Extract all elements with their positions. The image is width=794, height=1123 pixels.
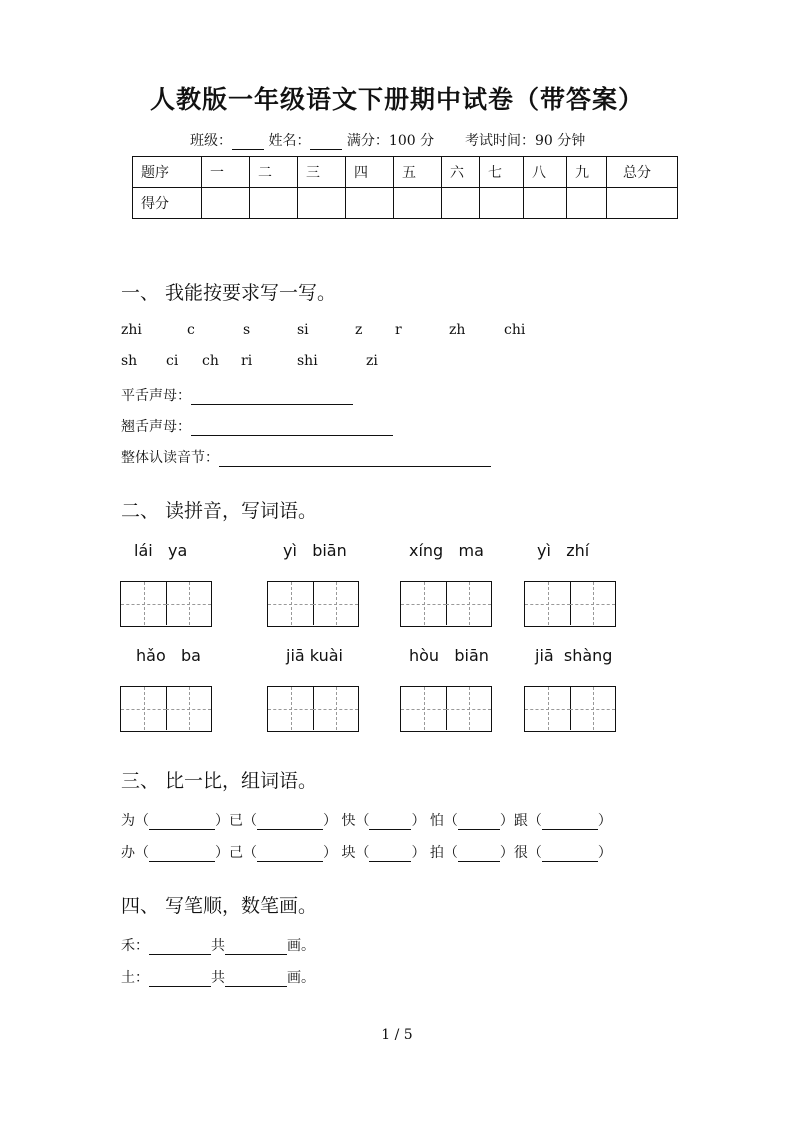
pinyin-item: s bbox=[243, 322, 251, 338]
score-input-cell[interactable] bbox=[480, 188, 524, 219]
score-input-cell[interactable] bbox=[298, 188, 346, 219]
gong-label: 共 bbox=[211, 938, 225, 954]
writing-grid[interactable] bbox=[267, 686, 359, 732]
pinyin-word bbox=[409, 646, 489, 665]
stroke-question bbox=[121, 935, 315, 955]
pinyin-item: sh bbox=[121, 353, 138, 369]
answer-blank[interactable] bbox=[458, 847, 500, 862]
compare-char: 块 bbox=[341, 845, 356, 861]
pinyin-word bbox=[136, 646, 201, 665]
exam-time: 考试时间：90 分钟 bbox=[464, 133, 586, 149]
writing-grid[interactable] bbox=[267, 581, 359, 627]
answer-blank[interactable] bbox=[191, 390, 353, 405]
pinyin-syllable: lái bbox=[134, 541, 153, 560]
pinyin-syllable: xíng bbox=[409, 541, 444, 560]
table-cell: 得分 bbox=[133, 188, 202, 219]
score-table-header-row bbox=[133, 157, 678, 188]
pinyin-item: si bbox=[297, 322, 309, 338]
pinyin-syllable: ya bbox=[167, 541, 188, 560]
pinyin-syllable: biān bbox=[454, 646, 489, 665]
compare-char: 怕 bbox=[429, 813, 444, 829]
writing-grid[interactable] bbox=[400, 581, 492, 627]
name-label: 姓名： bbox=[268, 133, 311, 149]
table-cell: 三 bbox=[298, 157, 346, 188]
pinyin-item: z bbox=[355, 322, 363, 338]
table-cell: 七 bbox=[480, 157, 524, 188]
compare-char: 拍 bbox=[429, 845, 444, 861]
pinyin-item: c bbox=[187, 322, 195, 338]
pinyin-syllable: zhí bbox=[566, 541, 590, 560]
section-3-heading: 三、 比一比，组词语。 bbox=[121, 770, 318, 792]
writing-grid[interactable] bbox=[400, 686, 492, 732]
answer-blank[interactable] bbox=[149, 847, 215, 862]
answer-blank[interactable] bbox=[257, 815, 323, 830]
pinyin-word bbox=[283, 541, 347, 560]
stroke-order-blank[interactable] bbox=[149, 940, 211, 955]
pinyin-syllable: jiā bbox=[535, 646, 554, 665]
answer-blank[interactable] bbox=[542, 815, 598, 830]
stroke-count-blank[interactable] bbox=[225, 972, 287, 987]
pinyin-word bbox=[286, 646, 343, 665]
stroke-char: 禾： bbox=[121, 938, 149, 954]
score-input-cell[interactable] bbox=[202, 188, 250, 219]
pinyin-syllable: shàng bbox=[563, 646, 613, 665]
writing-grid[interactable] bbox=[120, 581, 212, 627]
pinyin-word bbox=[134, 541, 187, 560]
pinyin-syllable: hòu bbox=[409, 646, 440, 665]
question-retroflex bbox=[121, 416, 393, 436]
answer-blank[interactable] bbox=[369, 815, 411, 830]
pinyin-syllable: ma bbox=[458, 541, 484, 560]
pinyin-item: zh bbox=[449, 322, 466, 338]
table-cell: 八 bbox=[524, 157, 567, 188]
answer-blank[interactable] bbox=[458, 815, 500, 830]
table-cell: 六 bbox=[442, 157, 480, 188]
section-2-heading: 二、 读拼音，写词语。 bbox=[121, 500, 318, 522]
pinyin-syllable: jiā bbox=[286, 646, 305, 665]
exam-info bbox=[190, 130, 585, 150]
page-number: 1 / 5 bbox=[381, 1027, 413, 1043]
pinyin-word bbox=[409, 541, 484, 560]
score-input-cell[interactable] bbox=[346, 188, 394, 219]
name-blank[interactable] bbox=[310, 135, 342, 150]
writing-grid[interactable] bbox=[524, 686, 616, 732]
compare-row: 为（ ）已（ ） 快（ ） 怕（ ）跟（ ） bbox=[121, 813, 612, 829]
answer-blank[interactable] bbox=[149, 815, 215, 830]
stroke-count-blank[interactable] bbox=[225, 940, 287, 955]
full-score: 满分：100 分 bbox=[346, 133, 435, 149]
compare-char: 己 bbox=[229, 845, 243, 861]
exam-title: 人教版一年级语文下册期中试卷（带答案） bbox=[149, 85, 644, 114]
pinyin-item: chi bbox=[504, 322, 526, 338]
answer-blank[interactable] bbox=[191, 421, 393, 436]
compare-char: 已 bbox=[229, 813, 243, 829]
pinyin-item: ri bbox=[241, 353, 253, 369]
writing-grid[interactable] bbox=[524, 581, 616, 627]
pinyin-item: zhi bbox=[121, 322, 142, 338]
answer-blank[interactable] bbox=[542, 847, 598, 862]
question-flat-tongue bbox=[121, 385, 353, 405]
compare-char: 办 bbox=[121, 845, 135, 861]
question-label: 翘舌声母： bbox=[121, 419, 191, 435]
answer-blank[interactable] bbox=[369, 847, 411, 862]
score-table bbox=[132, 156, 678, 219]
gong-label: 共 bbox=[211, 970, 225, 986]
pinyin-item: zi bbox=[366, 353, 378, 369]
compare-row: 办（ ）己（ ） 块（ ） 拍（ ）很（ ） bbox=[121, 845, 612, 861]
score-input-cell[interactable] bbox=[567, 188, 607, 219]
pinyin-syllable: ba bbox=[181, 646, 201, 665]
section-4-heading: 四、 写笔顺，数笔画。 bbox=[121, 895, 318, 917]
section-1-heading: 一、 我能按要求写一写。 bbox=[121, 282, 337, 304]
stroke-char: 土： bbox=[121, 970, 149, 986]
pinyin-syllable: yì bbox=[537, 541, 551, 560]
stroke-question bbox=[121, 967, 315, 987]
score-input-cell[interactable] bbox=[524, 188, 567, 219]
score-input-cell[interactable] bbox=[394, 188, 442, 219]
score-input-cell[interactable] bbox=[250, 188, 298, 219]
question-label: 平舌声母： bbox=[121, 388, 191, 404]
score-input-cell[interactable] bbox=[442, 188, 480, 219]
pinyin-syllable: yì bbox=[283, 541, 297, 560]
hua-label: 画。 bbox=[287, 938, 315, 954]
pinyin-item: ch bbox=[202, 353, 219, 369]
class-label: 班级： bbox=[190, 133, 232, 149]
table-cell: 一 bbox=[202, 157, 250, 188]
class-blank[interactable] bbox=[232, 135, 264, 150]
table-cell: 四 bbox=[346, 157, 394, 188]
compare-char: 很 bbox=[513, 845, 528, 861]
pinyin-word bbox=[535, 646, 612, 665]
pinyin-item: ci bbox=[166, 353, 179, 369]
compare-char: 为 bbox=[121, 813, 135, 829]
score-input-cell[interactable] bbox=[607, 188, 678, 219]
pinyin-item: shi bbox=[297, 353, 318, 369]
question-whole-syllable bbox=[121, 447, 491, 467]
table-cell: 九 bbox=[567, 157, 607, 188]
compare-char: 跟 bbox=[513, 813, 528, 829]
pinyin-syllable: kuài bbox=[309, 646, 343, 665]
table-cell: 五 bbox=[394, 157, 442, 188]
table-cell: 题序 bbox=[133, 157, 202, 188]
pinyin-syllable: hǎo bbox=[136, 646, 166, 665]
table-cell: 二 bbox=[250, 157, 298, 188]
answer-blank[interactable] bbox=[219, 452, 491, 467]
pinyin-word bbox=[537, 541, 589, 560]
answer-blank[interactable] bbox=[257, 847, 323, 862]
pinyin-syllable: biān bbox=[312, 541, 347, 560]
hua-label: 画。 bbox=[287, 970, 315, 986]
compare-char: 快 bbox=[341, 813, 356, 829]
writing-grid[interactable] bbox=[120, 686, 212, 732]
score-table-score-row bbox=[133, 188, 678, 219]
stroke-order-blank[interactable] bbox=[149, 972, 211, 987]
question-label: 整体认读音节： bbox=[121, 450, 219, 466]
table-cell: 总分 bbox=[607, 157, 678, 188]
pinyin-item: r bbox=[395, 322, 402, 338]
